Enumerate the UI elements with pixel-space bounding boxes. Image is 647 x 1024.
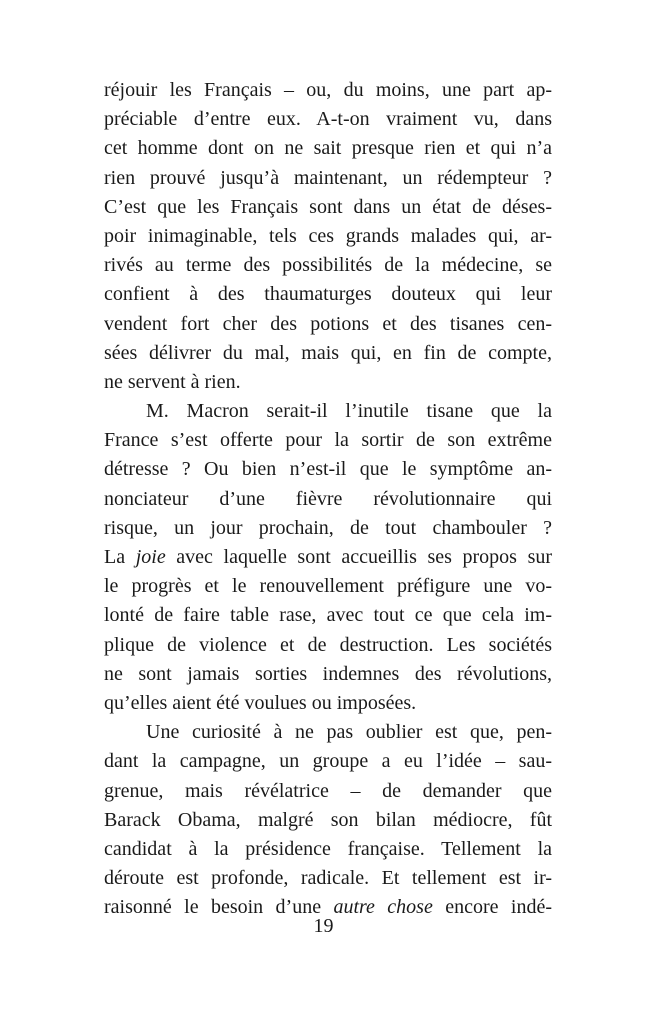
text-line: rien prouvé jusqu’à maintenant, un rédempteur ? (104, 166, 552, 189)
text-line: rivés au terme des possibilités de la médecine, se (104, 254, 552, 277)
text-line: plique de violence et de destruction. Les sociétés (104, 633, 552, 656)
text-line: sées délivrer du mal, mais qui, en fin de compte, (104, 341, 552, 364)
text-line-paragraph-end: qu’elles aient été voulues ou imposées. (104, 691, 417, 714)
text-line: déroute est profonde, radicale. Et tellement est ir- (104, 867, 552, 890)
body-text (104, 76, 552, 922)
text-line: vendent fort cher des potions et des tisanes cen- (104, 312, 552, 335)
text-line-paragraph-start: M. Macron serait-il l’inutile tisane que la (146, 400, 552, 423)
text-line-with-italic (104, 543, 552, 572)
text-line: risque, un jour prochain, de tout chambouler ? (104, 516, 552, 539)
text-line: poir inimaginable, tels ces grands malades qui, ar- (104, 224, 552, 247)
text-line: ne sont jamais sorties indemnes des révolutions, (104, 662, 552, 685)
text-line: préciable d’entre eux. A-t-on vraiment vu, dans (104, 108, 552, 131)
text-line: lonté de faire table rase, avec tout ce que cela im- (104, 604, 552, 627)
text-line: dant la campagne, un groupe a eu l’idée – sau- (104, 750, 552, 773)
text-line-paragraph-end: ne servent à rien. (104, 370, 241, 393)
italic-phrase: autre chose (333, 896, 433, 919)
line-text-before: raisonné le besoin d’une (104, 896, 334, 919)
italic-word: joie (135, 546, 166, 568)
text-line: nonciateur d’une fièvre révolutionnaire qui (104, 487, 552, 510)
text-line: le progrès et le renouvellement préfigure une vo- (104, 575, 552, 598)
text-line-paragraph-start: Une curiosité à ne pas oublier est que, pen- (146, 721, 552, 744)
text-line: cet homme dont on ne sait presque rien et qui n’a (104, 137, 552, 160)
text-line: détresse ? Ou bien n’est-il que le symptôme an- (104, 458, 552, 481)
line-text-after: encore indé- (432, 896, 552, 919)
text-line: France s’est offerte pour la sortir de son extrême (104, 429, 552, 452)
text-line: confient à des thaumaturges douteux qui leur (104, 283, 552, 306)
text-line: C’est que les Français sont dans un état de déses- (104, 195, 552, 218)
line-text-after: avec laquelle sont accueillis ses propos sur (165, 546, 553, 568)
text-line: candidat à la présidence française. Tellement la (104, 837, 552, 860)
text-line: Barack Obama, malgré son bilan médiocre, fût (104, 808, 552, 831)
page-number: 19 (313, 915, 334, 937)
text-line: grenue, mais révélatrice – de demander que (104, 779, 552, 802)
line-text-before: La (104, 546, 136, 568)
text-line: réjouir les Français – ou, du moins, une part ap- (104, 79, 552, 101)
